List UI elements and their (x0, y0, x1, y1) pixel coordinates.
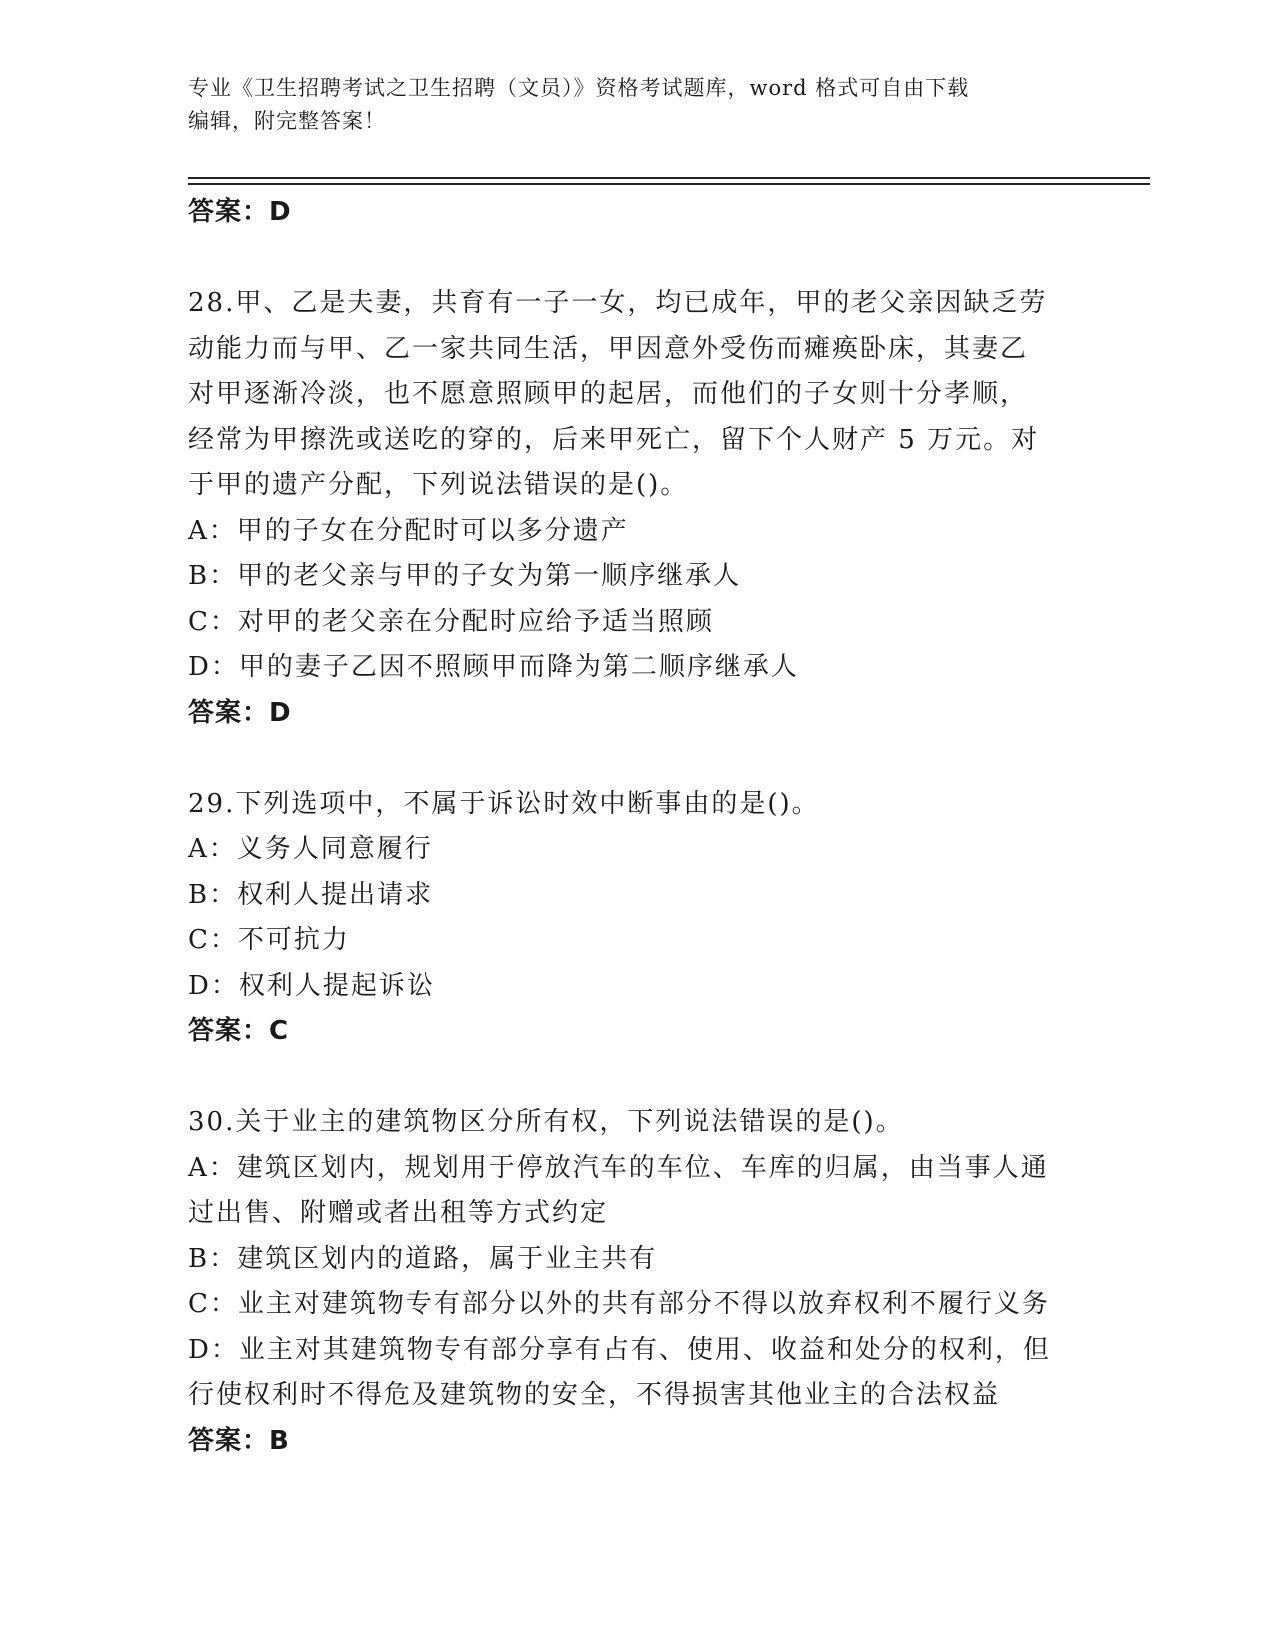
spacer (188, 1055, 1088, 1101)
question-28 (188, 281, 1088, 736)
option-a: A：甲的子女在分配时可以多分遗产 (188, 515, 629, 546)
option-d: D：业主对其建筑物专有部分享有占有、使用、收益和处分的权利，但 (188, 1334, 1051, 1365)
answer: 答案：B (188, 1425, 290, 1456)
question-29 (188, 782, 1088, 1055)
document-body (188, 190, 1088, 1464)
answer: 答案：D (188, 697, 292, 728)
header-line-2: 编辑，附完整答案！ (188, 109, 386, 133)
option-c: C：业主对建筑物专有部分以外的共有部分不得以放弃权利不履行义务 (188, 1289, 1050, 1319)
question-text-line: 对甲逐渐冷淡，也不愿意照顾甲的起居，而他们的子女则十分孝顺， (188, 379, 1029, 409)
option-d-continued: 行使权利时不得危及建筑物的安全，不得损害其他业主的合法权益 (188, 1380, 1001, 1410)
header-line-1: 专业《卫生招聘考试之卫生招聘（文员）》资格考试题库，word 格式可自由下载 (188, 76, 970, 100)
option-b: B：建筑区划内的道路，属于业主共有 (188, 1243, 658, 1274)
option-d: D：甲的妻子乙因不照顾甲而降为第二顺序继承人 (188, 652, 799, 682)
header-rule-bottom (188, 183, 1150, 185)
question-text-line: 28.甲、乙是夫妻，共育有一子一女，均已成年，甲的老父亲因缺乏劳 (188, 288, 1048, 318)
option-a-continued: 过出售、附赠或者出租等方式约定 (188, 1198, 609, 1228)
question-text-line: 动能力而与甲、乙一家共同生活，甲因意外受伤而瘫痪卧床，其妻乙 (188, 333, 1029, 364)
option-a: A：义务人同意履行 (188, 834, 433, 864)
option-b: B：权利人提出请求 (188, 879, 434, 910)
question-30 (188, 1100, 1088, 1464)
question-text-line: 29.下列选项中，不属于诉讼时效中断事由的是()。 (188, 788, 820, 819)
option-b: B：甲的老父亲与甲的子女为第一顺序继承人 (188, 561, 742, 591)
option-c: C：对甲的老父亲在分配时应给予适当照顾 (188, 606, 714, 637)
question-text-line: 30.关于业主的建筑物区分所有权，下列说法错误的是()。 (188, 1107, 904, 1137)
header-rule-top (188, 177, 1150, 179)
document-header (188, 72, 1068, 138)
previous-answer: 答案：D (188, 197, 292, 227)
question-text-line: 于甲的遗产分配，下列说法错误的是()。 (188, 470, 689, 500)
option-d: D：权利人提起诉讼 (188, 970, 435, 1001)
spacer (188, 236, 1088, 282)
answer: 答案：C (188, 1016, 290, 1046)
option-a: A：建筑区划内，规划用于停放汽车的车位、车库的归属，由当事人通 (188, 1152, 1049, 1183)
option-c: C：不可抗力 (188, 925, 350, 955)
spacer (188, 736, 1088, 782)
question-text-line: 经常为甲擦洗或送吃的穿的，后来甲死亡，留下个人财产 5 万元。对 (188, 424, 1040, 455)
